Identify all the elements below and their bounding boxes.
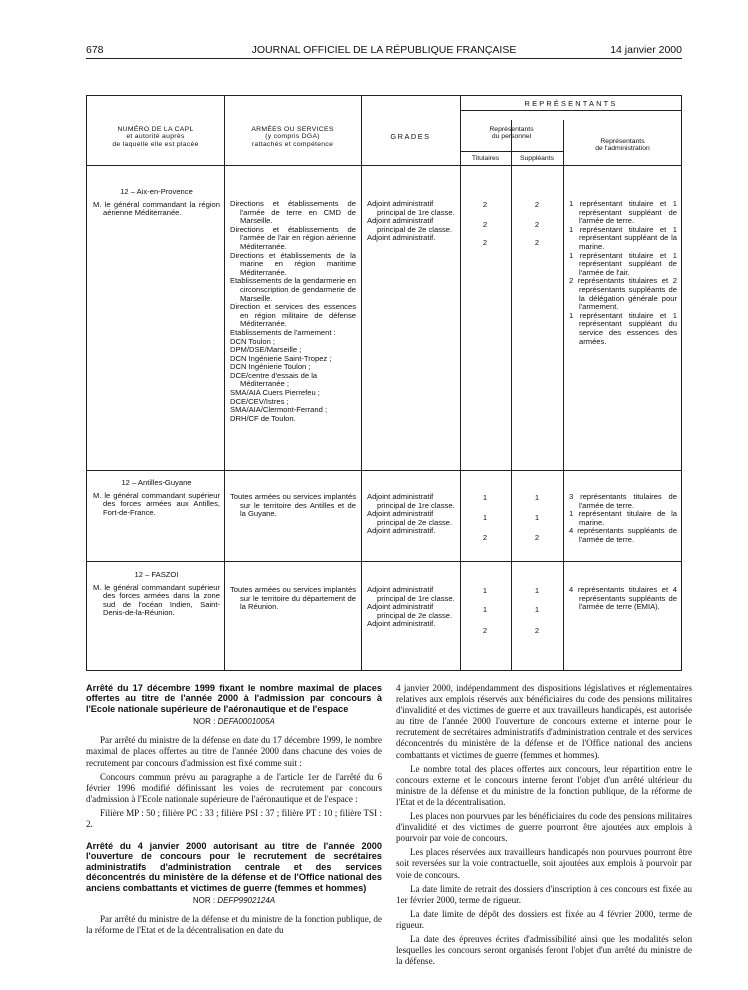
capl-title: 12 – Antilles-Guyane [121,478,192,487]
suppleants-value: 1 [534,493,540,502]
header-armees-line: (y compris DGA) [265,133,320,141]
header-capl-line: de laquelle elle est placée [112,140,199,148]
running-header [86,44,682,59]
header-suppleants: Suppléants [519,155,554,162]
suppleants-value: 2 [534,200,540,209]
header-grades: GRADES [390,132,431,141]
right-column [396,683,692,970]
col-divider [563,120,564,671]
service-item: DCN Ingénierie Saint-Tropez ; [230,353,332,363]
service-item: Direction et services des essences en région militaire de défense Méditerranée. [230,302,356,329]
nor-label: NOR : [192,896,216,906]
col-divider [361,96,362,671]
grade-item: Adjoint administratif principal de 2e classe. [367,602,453,620]
article-1-paragraph: Filière MP : 50 ; filière PC : 33 ; filière PSI : 37 ; filière PT : 10 ; filière TSI : 2. [86,807,382,829]
header-capl-line: NUMÉRO DE LA CAPL [117,126,194,133]
article-2-paragraph: Par arrêté du ministre de la défense et du ministre de la fonction publique, de la réforme de l'Etat et de la décentralisation en date du [86,914,382,936]
article-1-title: Arrêté du 17 décembre 1999 fixant le nombre maximal de places offertes au titre de l'année 2000 à l'admission par concours à l'Ecole nationale supérieure de l'aéronautique et de l'espace [86,683,382,714]
row-aix-capl [93,188,220,218]
nor-code: DEFA0001005A [217,717,275,727]
row-antilles-services [230,493,356,519]
admin-item: 1 représentant titulaire et 1 représentant suppléant de la marine. [569,224,677,251]
row-divider [87,561,682,562]
service-item: DRH/CF de Toulon. [230,413,296,423]
grade-item: Adjoint administratif principal de 2e classe. [367,509,453,527]
spacer [86,833,382,841]
service-item: Etablissements de la gendarmerie en circonscription de gendarmerie de Marseille. [230,276,356,303]
service-item: Toutes armées ou services implantés sur le territoire des Antilles et de la Guyane. [230,492,356,519]
row-divider [460,110,682,111]
suppleants-value: 2 [534,533,540,542]
service-item: DCE/CEV/Istres ; [230,396,289,406]
service-item: DCE/centre d'essais de la Méditerranée ; [230,370,318,389]
admin-item: 1 représentant titulaire de la marine. [569,509,677,527]
row-aix-grades [367,200,457,243]
header-titulaires: Titulaires [471,155,500,162]
header-rep-admin-line: Représentants [600,138,645,145]
grade-item: Adjoint administratif principal de 1re classe. [367,585,455,603]
issue-date: 14 janvier 2000 [610,44,682,56]
titulaires-value: 2 [482,533,488,542]
row-faszoi-grades [367,586,457,629]
grade-item: Adjoint administratif principal de 2e classe. [367,216,453,234]
article-2-paragraph: La date des épreuves écrites d'admissibilité ainsi que les modalités selon lesquelles les concours seront organisés feront l'objet d'un arrêté du ministre de la défense. [396,933,692,967]
admin-item: 4 représentants titulaires et 4 représentants suppléants de l'armée de terre (EMIA). [569,585,677,612]
suppleants-value: 1 [534,513,540,522]
header-rep-personnel-line: du personnel [491,133,532,141]
article-2-nor [86,895,382,906]
row-antilles-capl [93,479,220,517]
service-item: Etablissements de l'armement : [230,327,336,337]
row-divider [87,165,682,166]
suppleants-value: 1 [534,586,540,595]
nor-code: DEFP9902124A [217,896,276,906]
service-item: Toutes armées ou services implantés sur le territoire du département de la Réunion. [230,585,356,612]
nor-label: NOR : [193,717,216,727]
service-item: Directions et établissements de l'armée de terre en CMD de Marseille. [230,199,356,226]
capl-authority: M. le général commandant supérieur des forces armées aux Antilles, Fort-de-France. [93,490,220,517]
admin-item: 1 représentant titulaire et 1 représentant suppléant de l'armée de l'air. [569,250,677,277]
header-representants: REPRÉSENTANTS [524,99,618,108]
suppleants-value: 2 [534,220,540,229]
admin-item: 1 représentant titulaire et 1 représentant suppléant du service des essences des armées. [569,310,677,346]
row-faszoi-capl [93,571,220,618]
header-armees [224,126,361,148]
left-column [86,683,382,939]
row-faszoi-administration [569,586,677,612]
col-divider [511,120,512,671]
titulaires-value: 1 [482,586,488,595]
grade-item: Adjoint administratif. [367,526,436,536]
row-antilles-administration [569,493,677,545]
capl-authority: M. le général commandant supérieur des forces armées dans la zone sud de l'océan Indien, Saint-Denis-de-la-Réunion. [93,582,220,618]
article-2-paragraph: La date limite de dépôt des dossiers est fixée au 4 février 2000, terme de rigueur. [396,908,692,930]
service-item: DPM/DSE/Marseille ; [230,345,302,355]
article-1-nor [86,716,382,727]
service-item: Directions et établissements de la marine en région maritime Méditerranée. [230,250,356,277]
titulaires-value: 1 [482,513,488,522]
header-rep-personnel [460,126,563,141]
header-capl [87,126,224,148]
suppleants-value: 1 [534,605,540,614]
capl-title: 12 – FASZOI [134,570,179,579]
header-armees-line: ARMÉES OU SERVICES [251,126,334,133]
service-item: SMA/AIA Cuers Pierrefeu ; [230,388,320,398]
capl-authority: M. le général commandant la région aérienne Méditerranée. [93,199,220,218]
article-2-paragraph: La date limite de retrait des dossiers d'inscription à ces concours est fixée au 1er février 2000, terme de rigueur. [396,883,692,905]
row-aix-administration [569,200,677,346]
grade-item: Adjoint administratif. [367,233,436,243]
col-divider [460,96,461,671]
row-antilles-grades [367,493,457,536]
article-1-paragraph: Par arrêté du ministre de la défense en date du 17 décembre 1999, le nombre maximal de places offertes au titre de l'année 2000 dans chacune des voies de recrutement par concours d'admission est fixé comme suit : [86,735,382,768]
article-2-paragraph: Les places non pourvues par les bénéficiaires du code des pensions militaires d'invalidité et des victimes de guerre pourront être ajoutées aux emplois à pourvoir par voie de concours. [396,811,692,844]
header-rep-administration [563,138,682,153]
titulaires-value: 2 [482,238,488,247]
admin-item: 3 représentants titulaires de l'armée de terre. [569,492,677,510]
article-1-paragraph: Concours commun prévu au paragraphe a de l'article 1er de l'arrêté du 6 février 1996 modifié définissant les voies de recrutement par concours d'admission à l'Ecole nationale supérieure de l'aéronautique et de l'espace : [86,771,382,804]
service-item: DCN Ingénierie Toulon ; [230,362,311,372]
page-number: 678 [86,44,104,56]
capl-title: 12 – Aix-en-Provence [120,187,193,196]
titulaires-value: 2 [482,220,488,229]
admin-item: 1 représentant titulaire et 1 représentant suppléant de l'armée de terre. [569,199,677,226]
admin-item: 4 représentants suppléants de l'armée de terre. [569,526,677,544]
article-2-paragraph: Le nombre total des places offertes aux concours, leur répartition entre le concours externe et le concours interne feront l'objet d'un arrêté ultérieur du ministre de la défense et du ministre de la fonction publique, de la réforme de l'Etat et de la décentralisation. [396,763,692,807]
article-2-paragraph: 4 janvier 2000, indépendamment des dispositions législatives et réglementaires relatives aux emplois réservés aux bénéficiaires du code des pensions militaires d'invalidité et des victimes de guerre et aux travailleurs handicapés, est autorisée au titre de l'année 2000 l'ouverture de concours externe et interne pour le recrutement de secrétaires administratifs d'administration centrale et des services déconcentrés du ministère de la défense et de l'Office national des anciens combattants et victimes de guerre (femmes et hommes). [396,683,692,760]
header-capl-line: et autorité auprès [126,133,185,141]
suppleants-value: 2 [534,238,540,247]
service-item: Directions et établissements de l'armée de l'air en région aérienne Méditerranée. [230,224,356,251]
row-divider [87,470,682,471]
service-item: SMA/AIA/Clermont-Ferrand ; [230,405,328,415]
admin-item: 2 représentants titulaires et 2 représentants suppléants de la délégation générale pour l'armement. [569,276,677,312]
titulaires-value: 1 [482,493,488,502]
grade-item: Adjoint administratif. [367,619,436,629]
article-2-title: Arrêté du 4 janvier 2000 autorisant au titre de l'année 2000 l'ouverture de concours pour le recrutement de secrétaires administratifs d'administration centrale et des services déconcentrés du ministère de la défense et de l'Office national des anciens combattants et victimes de guerre (femmes et hommes) [86,841,382,893]
row-faszoi-services [230,586,356,612]
row-aix-services [230,200,356,423]
grade-item: Adjoint administratif principal de 1re classe. [367,492,455,510]
titulaires-value: 2 [482,626,488,635]
journal-title: JOURNAL OFFICIEL DE LA RÉPUBLIQUE FRANÇAISE [251,44,517,56]
titulaires-value: 1 [482,605,488,614]
service-item: DCN Toulon ; [230,336,276,346]
article-2-paragraph: Les places réservées aux travailleurs handicapés non pourvues pourront être soit reversées sur la voie contractuelle, soit ajoutées aux emplois à pourvoir par voie de concours. [396,847,692,880]
col-divider [224,96,225,671]
row-divider [460,151,563,152]
header-armees-line: rattachés et compétence [251,140,334,148]
grade-item: Adjoint administratif principal de 1re classe. [367,199,455,217]
titulaires-value: 2 [482,200,488,209]
capl-table [86,95,682,671]
header-rep-personnel-line: Représentants [489,126,534,133]
suppleants-value: 2 [534,626,540,635]
header-rep-admin-line: de l'administration [595,145,650,153]
